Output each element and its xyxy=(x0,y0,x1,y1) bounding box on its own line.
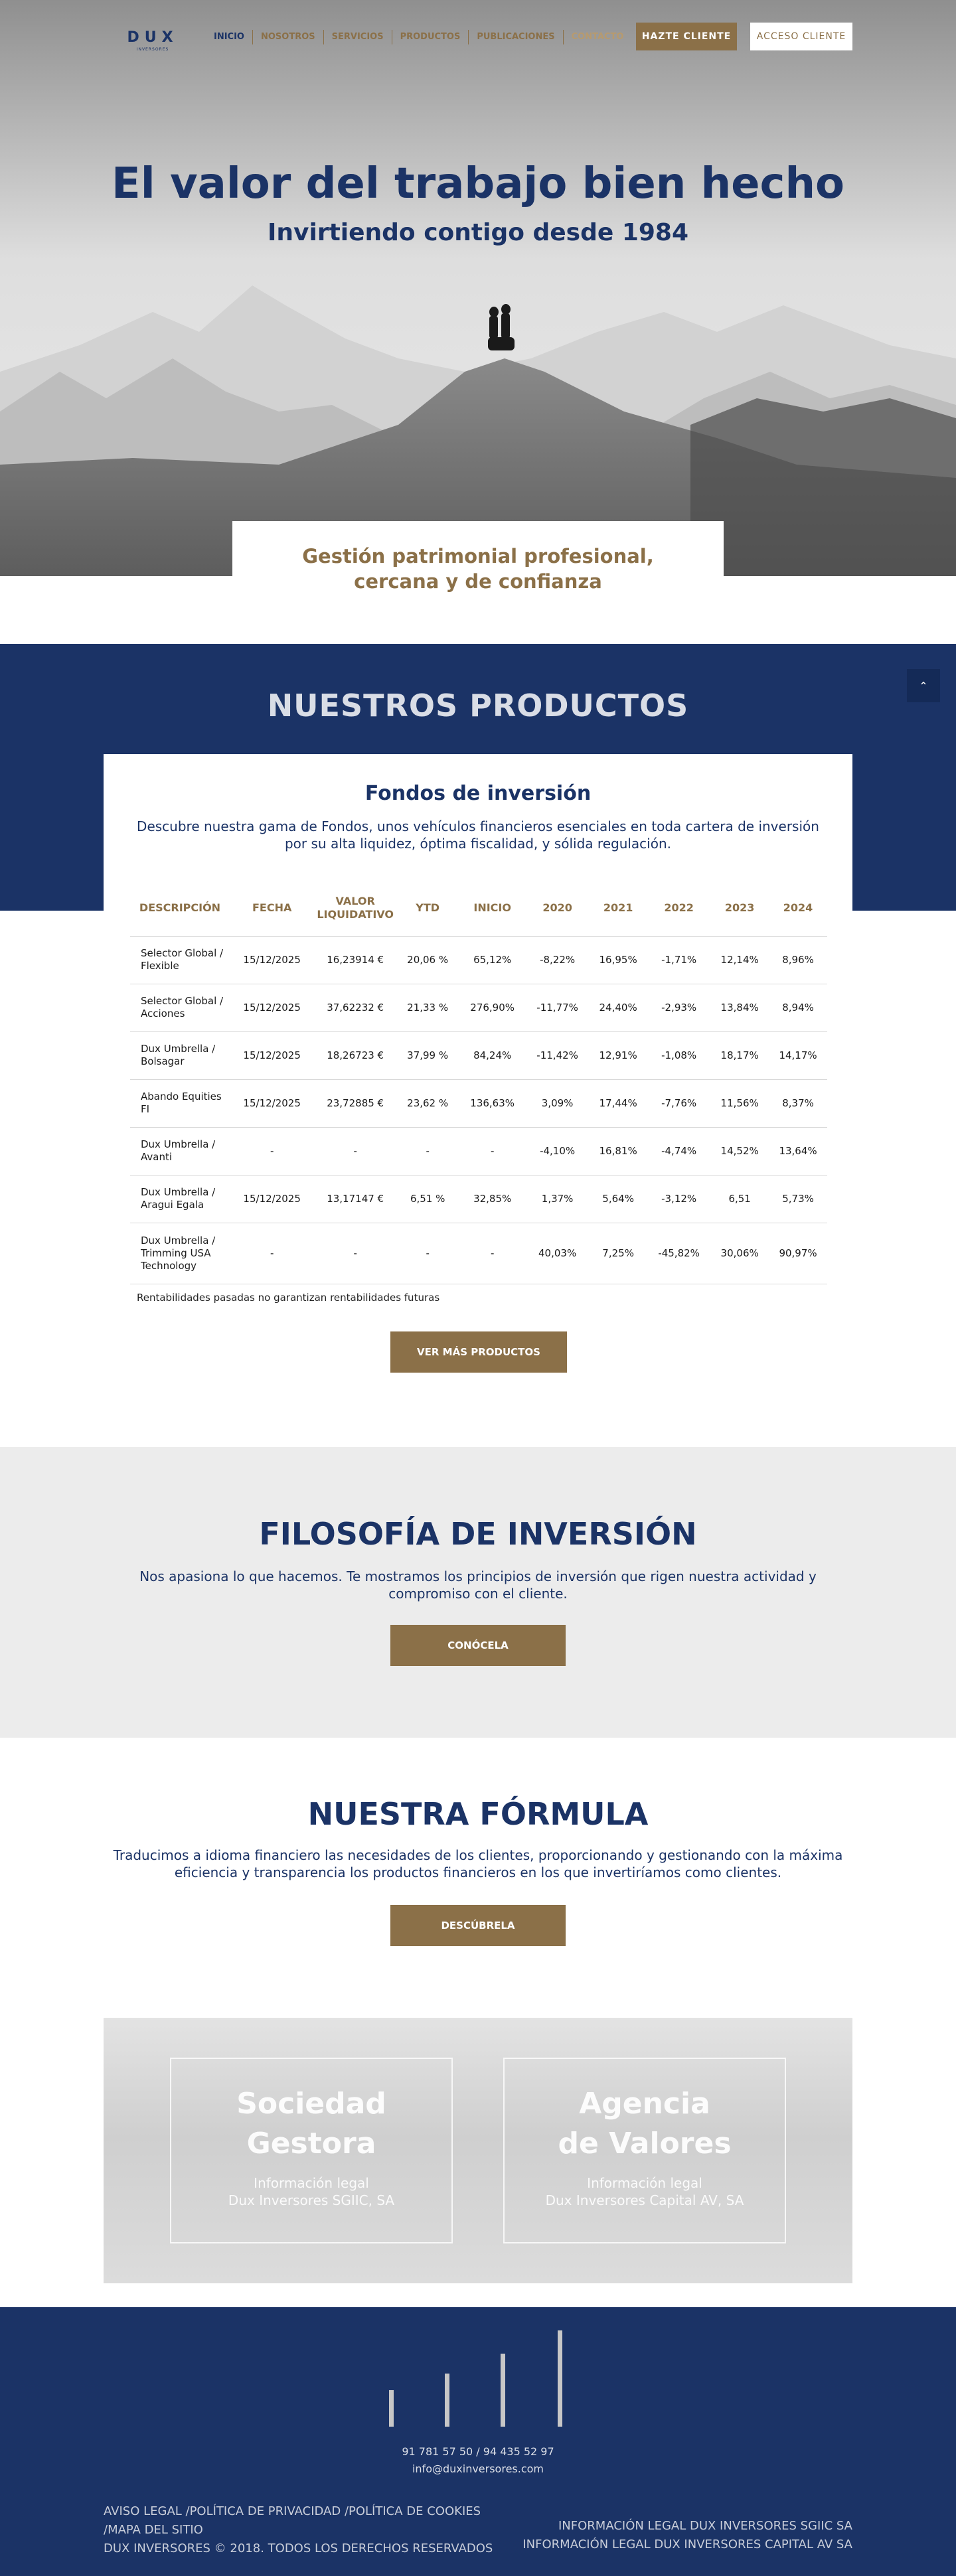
col-2022: 2022 xyxy=(647,880,710,936)
fund-2020: -11,77% xyxy=(526,984,589,1031)
tagline-line-1: Gestión patrimonial profesional, xyxy=(302,545,654,568)
fund-ytd: 6,51 % xyxy=(396,1175,459,1223)
table-row[interactable] xyxy=(130,1175,827,1223)
fund-2021: 16,81% xyxy=(589,1127,647,1175)
col-2020: 2020 xyxy=(526,880,589,936)
table-row[interactable] xyxy=(130,984,827,1031)
footer xyxy=(0,2307,956,2576)
nav-item-contacto[interactable]: CONTACTO xyxy=(571,32,624,42)
nav-item-publicaciones[interactable]: PUBLICACIONES xyxy=(469,30,563,44)
table-row[interactable] xyxy=(130,1127,827,1175)
fund-2022: -4,74% xyxy=(647,1127,710,1175)
table-row[interactable] xyxy=(130,1079,827,1127)
fund-ytd: - xyxy=(396,1223,459,1284)
fund-inicio: - xyxy=(459,1127,526,1175)
sociedad-title-line-1: Sociedad xyxy=(236,2087,386,2121)
agencia-title xyxy=(505,2084,785,2164)
fund-valor: 16,23914 € xyxy=(314,936,396,984)
fund-inicio: 84,24% xyxy=(459,1031,526,1079)
fund-valor: - xyxy=(314,1223,396,1284)
col-2021: 2021 xyxy=(589,880,647,936)
fund-fecha: 15/12/2025 xyxy=(230,984,314,1031)
fund-valor: 18,26723 € xyxy=(314,1031,396,1079)
fund-valor: 13,17147 € xyxy=(314,1175,396,1223)
fund-name: Abando Equities FI xyxy=(130,1079,230,1127)
fund-name: Selector Global / Flexible xyxy=(130,936,230,984)
fund-2022: -3,12% xyxy=(647,1175,710,1223)
footer-legal-line-2[interactable]: /MAPA DEL SITIO xyxy=(104,2523,203,2537)
tagline-line-2: cercana y de confianza xyxy=(354,570,602,593)
fund-2023: 6,51 xyxy=(710,1175,769,1223)
col-descripcion: DESCRIPCIÓN xyxy=(130,880,230,936)
logo-subtext: INVERSORES xyxy=(136,47,169,52)
sociedad-title-1 xyxy=(171,2084,451,2164)
filosofia-section xyxy=(0,1447,956,1738)
fund-name: Selector Global / Acciones xyxy=(130,984,230,1031)
fund-2020: 3,09% xyxy=(526,1079,589,1127)
filosofia-title: FILOSOFÍA DE INVERSIÓN xyxy=(259,1516,697,1552)
table-row[interactable] xyxy=(130,1031,827,1079)
formula-section xyxy=(0,1738,956,2016)
fund-2020: 40,03% xyxy=(526,1223,589,1284)
fund-2022: -1,71% xyxy=(647,936,710,984)
fund-fecha: - xyxy=(230,1127,314,1175)
fund-inicio: 136,63% xyxy=(459,1079,526,1127)
fund-fecha: 15/12/2025 xyxy=(230,1031,314,1079)
hero-subtitle: Invirtiendo contigo desde 1984 xyxy=(267,219,689,246)
sociedad-info xyxy=(171,2174,451,2209)
acceso-cliente-button[interactable]: ACCESO CLIENTE xyxy=(750,23,852,50)
fund-inicio: - xyxy=(459,1223,526,1284)
companies-panel xyxy=(104,2018,852,2283)
funds-description: Descubre nuestra gama de Fondos, unos vehículos financieros esenciales en toda cartera de inversión por su alta liquidez, óptima fiscalidad, y sólida regulación. xyxy=(137,818,819,852)
fund-name: Dux Umbrella / Aragui Egala xyxy=(130,1175,230,1223)
fund-fecha: 15/12/2025 xyxy=(230,936,314,984)
fund-inicio: 65,12% xyxy=(459,936,526,984)
bar-4 xyxy=(558,2330,562,2427)
fund-2022: -2,93% xyxy=(647,984,710,1031)
funds-table-body xyxy=(130,936,827,1284)
col-2023: 2023 xyxy=(710,880,769,936)
fund-2023: 12,14% xyxy=(710,936,769,984)
fund-inicio: 32,85% xyxy=(459,1175,526,1223)
fund-ytd: 21,33 % xyxy=(396,984,459,1031)
footer-info-av[interactable]: INFORMACIÓN LEGAL DUX INVERSORES CAPITAL AV SA xyxy=(522,2538,852,2551)
agencia-title-line-1: Agencia xyxy=(579,2087,710,2121)
fund-2023: 30,06% xyxy=(710,1223,769,1284)
bar-2 xyxy=(445,2374,449,2427)
footer-contact xyxy=(0,2443,956,2478)
fund-2020: -11,42% xyxy=(526,1031,589,1079)
mountain-hero-image xyxy=(0,0,956,576)
performance-disclaimer: Rentabilidades pasadas no garantizan rentabilidades futuras xyxy=(137,1292,440,1304)
agencia-title-line-2: de Valores xyxy=(558,2127,732,2160)
agencia-info xyxy=(505,2174,785,2209)
fund-ytd: - xyxy=(396,1127,459,1175)
col-2024: 2024 xyxy=(769,880,827,936)
footer-email[interactable]: info@duxinversores.com xyxy=(412,2462,544,2475)
hero-title: El valor del trabajo bien hecho xyxy=(112,159,844,208)
sociedad-info-label[interactable]: Información legal xyxy=(254,2175,369,2191)
footer-legal-line-1[interactable]: AVISO LEGAL /POLÍTICA DE PRIVACIDAD /POLÍTICA DE COOKIES xyxy=(104,2504,481,2518)
table-row[interactable] xyxy=(130,936,827,984)
nav-item-servicios[interactable]: SERVICIOS xyxy=(324,30,392,44)
fund-name: Dux Umbrella / Trimming USA Technology xyxy=(130,1223,230,1284)
fund-2024: 8,37% xyxy=(769,1079,827,1127)
agencia-info-label[interactable]: Información legal xyxy=(587,2175,702,2191)
dux-logo[interactable] xyxy=(126,29,179,61)
sociedad-title-line-2: Gestora xyxy=(246,2127,376,2160)
sociedad-info-company: Dux Inversores SGIIC, SA xyxy=(228,2192,395,2208)
fund-2021: 12,91% xyxy=(589,1031,647,1079)
hazte-cliente-button[interactable]: HAZTE CLIENTE xyxy=(636,23,737,50)
fund-2020: -8,22% xyxy=(526,936,589,984)
fund-name: Dux Umbrella / Bolsagar xyxy=(130,1031,230,1079)
agencia-valores-box[interactable] xyxy=(503,2058,786,2243)
filosofia-text: Nos apasiona lo que hacemos. Te mostramos los principios de inversión que rigen nuestra actividad y compromiso con el cliente. xyxy=(139,1568,817,1602)
footer-phone[interactable]: 91 781 57 50 / 94 435 52 97 xyxy=(402,2445,554,2458)
fund-2023: 11,56% xyxy=(710,1079,769,1127)
hero-section xyxy=(0,0,956,576)
fund-2020: -4,10% xyxy=(526,1127,589,1175)
fund-2024: 5,73% xyxy=(769,1175,827,1223)
agencia-info-company: Dux Inversores Capital AV, SA xyxy=(545,2192,744,2208)
col-valor-liquidativo: VALOR LIQUIDATIVO xyxy=(314,880,396,936)
fund-2022: -7,76% xyxy=(647,1079,710,1127)
fund-ytd: 23,62 % xyxy=(396,1079,459,1127)
fund-valor: 23,72885 € xyxy=(314,1079,396,1127)
funds-card xyxy=(104,754,852,1391)
fund-valor: 37,62232 € xyxy=(314,984,396,1031)
table-row[interactable] xyxy=(130,1223,827,1284)
fund-2024: 14,17% xyxy=(769,1031,827,1079)
funds-table-header xyxy=(130,880,827,936)
fund-valor: - xyxy=(314,1127,396,1175)
fund-inicio: 276,90% xyxy=(459,984,526,1031)
footer-info-sgiic[interactable]: INFORMACIÓN LEGAL DUX INVERSORES SGIIC SA xyxy=(558,2519,852,2533)
fund-2024: 13,64% xyxy=(769,1127,827,1175)
fund-2024: 90,97% xyxy=(769,1223,827,1284)
fund-ytd: 37,99 % xyxy=(396,1031,459,1079)
fund-2023: 14,52% xyxy=(710,1127,769,1175)
funds-title: Fondos de inversión xyxy=(364,782,592,805)
sociedad-gestora-box[interactable] xyxy=(170,2058,453,2243)
fund-2021: 5,64% xyxy=(589,1175,647,1223)
funds-table xyxy=(130,880,827,1284)
col-fecha: FECHA xyxy=(230,880,314,936)
footer-legal-links xyxy=(104,2502,493,2558)
fund-fecha: 15/12/2025 xyxy=(230,1175,314,1223)
fund-2021: 17,44% xyxy=(589,1079,647,1127)
nav-item-nosotros[interactable]: NOSOTROS xyxy=(253,30,324,44)
fund-2021: 24,40% xyxy=(589,984,647,1031)
bar-3 xyxy=(501,2354,505,2427)
fund-2023: 13,84% xyxy=(710,984,769,1031)
fund-2022: -45,82% xyxy=(647,1223,710,1284)
nav-item-inicio[interactable]: INICIO xyxy=(206,30,253,44)
fund-2023: 18,17% xyxy=(710,1031,769,1079)
fund-2021: 7,25% xyxy=(589,1223,647,1284)
descubrela-button[interactable]: DESCÚBRELA xyxy=(390,1905,566,1946)
footer-bars-logo-icon xyxy=(389,2327,568,2427)
fund-2021: 16,95% xyxy=(589,936,647,984)
col-inicio: INICIO xyxy=(459,880,526,936)
bar-1 xyxy=(389,2390,394,2427)
col-ytd: YTD xyxy=(396,880,459,936)
fund-2022: -1,08% xyxy=(647,1031,710,1079)
hero-tagline-card xyxy=(232,521,724,607)
chevron-up-icon: ⌃ xyxy=(919,679,928,692)
logo-text: DUX xyxy=(127,29,179,46)
formula-text: Traducimos a idioma financiero las necesidades de los clientes, proporcionando y gestionando con la máxima eficiencia y transparencia los productos financieros en los que invertiríamos como clientes. xyxy=(113,1847,843,1880)
ver-mas-productos-button[interactable]: VER MÁS PRODUCTOS xyxy=(390,1331,567,1373)
fund-2024: 8,94% xyxy=(769,984,827,1031)
fund-name: Dux Umbrella / Avanti xyxy=(130,1127,230,1175)
fund-ytd: 20,06 % xyxy=(396,936,459,984)
main-menu xyxy=(206,28,631,46)
fund-2024: 8,96% xyxy=(769,936,827,984)
fund-fecha: 15/12/2025 xyxy=(230,1079,314,1127)
formula-title: NUESTRA FÓRMULA xyxy=(307,1796,649,1832)
products-heading: NUESTROS PRODUCTOS xyxy=(267,688,689,723)
footer-copyright: DUX INVERSORES © 2018. TODOS LOS DERECHOS RESERVADOS xyxy=(104,2541,493,2555)
conocela-button[interactable]: CONÓCELA xyxy=(390,1625,566,1666)
fund-2020: 1,37% xyxy=(526,1175,589,1223)
fund-fecha: - xyxy=(230,1223,314,1284)
footer-legal-info xyxy=(522,2517,852,2554)
nav-item-productos[interactable]: PRODUCTOS xyxy=(392,30,469,44)
top-navigation xyxy=(0,20,956,54)
